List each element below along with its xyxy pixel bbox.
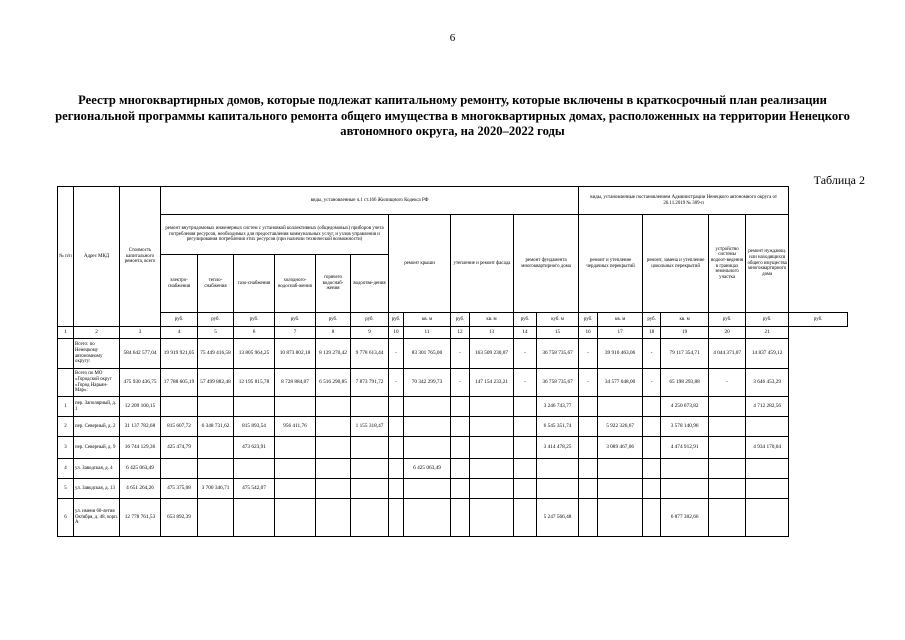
value-cell: - bbox=[643, 369, 661, 397]
value-cell bbox=[579, 417, 598, 437]
column-number: 6 bbox=[234, 327, 275, 339]
value-cell bbox=[389, 417, 404, 437]
value-cell bbox=[514, 397, 537, 417]
value-cell bbox=[709, 479, 746, 499]
unit-cell: куб. м bbox=[537, 313, 579, 327]
value-cell: 4 934 170,04 bbox=[746, 437, 789, 459]
value-cell bbox=[579, 397, 598, 417]
unit-cell: руб. bbox=[351, 313, 389, 327]
value-cell bbox=[389, 437, 404, 459]
value-cell: 4 044 371,07 bbox=[709, 339, 746, 369]
unit-cell: кв. м bbox=[470, 313, 514, 327]
value-cell: 36 758 735,67 bbox=[537, 339, 579, 369]
value-cell bbox=[643, 417, 661, 437]
header-facade: утепление и ремонт фасада bbox=[451, 215, 514, 313]
header-cold-water: холодного-водоснаб-жения bbox=[275, 255, 316, 313]
document-title: Реестр многоквартирных домов, которые подлежат капитальному ремонту, которые включены в краткосрочный план реализации региональной программы капитального ремонта общего имущества в многоквартирных домах, расположенных на территории Ненецкого автономного округа, на 2020–2022 годы bbox=[55, 93, 850, 138]
header-roof: ремонт крыши bbox=[389, 215, 451, 313]
value-cell bbox=[275, 499, 316, 537]
column-number: 17 bbox=[598, 327, 643, 339]
value-cell: 65 198 293,88 bbox=[661, 369, 709, 397]
unit-cell: кв. м bbox=[661, 313, 709, 327]
unit-cell: руб. bbox=[275, 313, 316, 327]
value-cell bbox=[598, 479, 643, 499]
table-label: Таблица 2 bbox=[813, 173, 865, 187]
value-cell: 9 778 613,44 bbox=[351, 339, 389, 369]
value-cell: 19 919 921,05 bbox=[161, 339, 198, 369]
value-cell bbox=[598, 397, 643, 417]
value-cell bbox=[470, 437, 514, 459]
value-cell: 12 778 761,53 bbox=[120, 499, 161, 537]
value-cell: 17 788 605,19 bbox=[161, 369, 198, 397]
row-number: 4 bbox=[58, 459, 74, 479]
value-cell bbox=[746, 499, 789, 537]
unit-cell: руб. bbox=[234, 313, 275, 327]
column-number: 14 bbox=[514, 327, 537, 339]
header-heat: тепло-снабжения bbox=[198, 255, 234, 313]
value-cell bbox=[275, 459, 316, 479]
table-row bbox=[58, 417, 848, 437]
value-cell: 6 545 351,74 bbox=[537, 417, 579, 437]
value-cell: 815 893,54 bbox=[234, 417, 275, 437]
value-cell bbox=[709, 459, 746, 479]
value-cell bbox=[275, 479, 316, 499]
value-cell: 6 877 302,66 bbox=[661, 499, 709, 537]
header-emergency: ремонт нуждающ. или находящихся общего имущества многоквартирного дома bbox=[746, 215, 789, 313]
header-group-rf: виды, установленные ч.1 ст.166 Жилищного Кодекса РФ bbox=[161, 187, 579, 215]
row-number bbox=[58, 369, 74, 397]
value-cell: 3 246 743,77 bbox=[537, 397, 579, 417]
column-number: 8 bbox=[316, 327, 351, 339]
value-cell bbox=[198, 499, 234, 537]
value-cell bbox=[470, 417, 514, 437]
value-cell bbox=[404, 417, 451, 437]
value-cell bbox=[598, 499, 643, 537]
header-basement: ремонт, замена и утепление цокольных перекрытий bbox=[643, 215, 709, 313]
table-row bbox=[58, 479, 848, 499]
header-drainage: водоотве-дения bbox=[351, 255, 389, 313]
row-number: 2 bbox=[58, 417, 74, 437]
page-number: 6 bbox=[449, 32, 456, 44]
value-cell bbox=[161, 397, 198, 417]
value-cell bbox=[746, 459, 789, 479]
value-cell: 5 247 566,48 bbox=[537, 499, 579, 537]
value-cell: - bbox=[451, 369, 470, 397]
value-cell bbox=[579, 437, 598, 459]
value-cell: 3 414 478,25 bbox=[537, 437, 579, 459]
value-cell: 4 474 912,91 bbox=[661, 437, 709, 459]
unit-cell: руб. bbox=[451, 313, 470, 327]
column-number: 19 bbox=[661, 327, 709, 339]
column-number: 9 bbox=[351, 327, 389, 339]
value-cell: 956 411,76 bbox=[275, 417, 316, 437]
value-cell: 6 425 063,49 bbox=[404, 459, 451, 479]
column-number-row bbox=[58, 327, 848, 339]
value-cell: 7 873 791,72 bbox=[351, 369, 389, 397]
value-cell bbox=[514, 459, 537, 479]
column-number: 3 bbox=[120, 327, 161, 339]
value-cell: 4 250 073,82 bbox=[661, 397, 709, 417]
value-cell: - bbox=[514, 369, 537, 397]
value-cell bbox=[470, 459, 514, 479]
value-cell bbox=[643, 437, 661, 459]
value-cell: 14 837 459,12 bbox=[746, 339, 789, 369]
row-address: пер. Заполярный, д. 1 bbox=[74, 397, 120, 417]
value-cell: 8 728 884,07 bbox=[275, 369, 316, 397]
row-address: пер. Северный, д. 9 bbox=[74, 437, 120, 459]
value-cell bbox=[579, 459, 598, 479]
value-cell bbox=[643, 479, 661, 499]
value-cell: 39 910 463,06 bbox=[598, 339, 643, 369]
value-cell bbox=[351, 479, 389, 499]
header-electro: электро-снабжения bbox=[161, 255, 198, 313]
value-cell bbox=[404, 479, 451, 499]
column-number: 10 bbox=[389, 327, 404, 339]
row-number: 1 bbox=[58, 397, 74, 417]
value-cell: - bbox=[389, 369, 404, 397]
value-cell bbox=[404, 397, 451, 417]
value-cell bbox=[661, 459, 709, 479]
table-row bbox=[58, 397, 848, 417]
value-cell: 34 577 048,00 bbox=[598, 369, 643, 397]
value-cell bbox=[234, 459, 275, 479]
value-cell: 8 139 270,42 bbox=[316, 339, 351, 369]
column-number: 16 bbox=[579, 327, 598, 339]
value-cell bbox=[389, 479, 404, 499]
value-cell: 70 342 299,73 bbox=[404, 369, 451, 397]
value-cell: 12 195 815,78 bbox=[234, 369, 275, 397]
table-row bbox=[58, 339, 848, 369]
value-cell bbox=[709, 417, 746, 437]
value-cell: 1 155 318,47 bbox=[351, 417, 389, 437]
value-cell bbox=[746, 479, 789, 499]
value-cell bbox=[514, 499, 537, 537]
value-cell: 163 509 230,07 bbox=[470, 339, 514, 369]
unit-cell: руб. bbox=[161, 313, 198, 327]
row-number: 3 bbox=[58, 437, 74, 459]
value-cell: 653 892,39 bbox=[161, 499, 198, 537]
value-cell bbox=[234, 499, 275, 537]
value-cell bbox=[746, 417, 789, 437]
value-cell bbox=[351, 437, 389, 459]
register-table bbox=[57, 186, 848, 537]
value-cell: 3 646 453,29 bbox=[746, 369, 789, 397]
value-cell bbox=[316, 417, 351, 437]
unit-cell: руб. bbox=[709, 313, 746, 327]
value-cell: 475 542,07 bbox=[234, 479, 275, 499]
value-cell bbox=[275, 437, 316, 459]
value-cell: - bbox=[579, 369, 598, 397]
value-cell: 57 499 882,48 bbox=[198, 369, 234, 397]
column-number: 20 bbox=[709, 327, 746, 339]
value-cell: - bbox=[579, 339, 598, 369]
value-cell bbox=[316, 499, 351, 537]
column-number: 11 bbox=[404, 327, 451, 339]
column-number: 18 bbox=[643, 327, 661, 339]
unit-cell: руб. bbox=[746, 313, 789, 327]
value-cell: - bbox=[709, 369, 746, 397]
value-cell: 475 375,08 bbox=[161, 479, 198, 499]
value-cell bbox=[275, 397, 316, 417]
row-address: пер. Северный, д. 2 bbox=[74, 417, 120, 437]
header-drainage-system: устройство системы водоот-ведения в границах земельного участка bbox=[709, 215, 746, 313]
header-hot-water: горячего водоснаб-жения bbox=[316, 255, 351, 313]
row-address: ул. Заводская, д. 4 bbox=[74, 459, 120, 479]
header-no: № п/п bbox=[58, 187, 74, 327]
value-cell bbox=[661, 479, 709, 499]
value-cell: 6 516 290,85 bbox=[316, 369, 351, 397]
header-floors: ремонт и утепление чердачных перекрытий bbox=[579, 215, 643, 313]
value-cell bbox=[514, 417, 537, 437]
value-cell: 79 117 354,71 bbox=[661, 339, 709, 369]
unit-cell: руб. bbox=[316, 313, 351, 327]
row-address: ул. Заводская, д. 13 bbox=[74, 479, 120, 499]
value-cell: - bbox=[514, 339, 537, 369]
column-number: 21 bbox=[746, 327, 789, 339]
value-cell bbox=[537, 459, 579, 479]
value-cell bbox=[643, 499, 661, 537]
table-row bbox=[58, 499, 848, 537]
row-address: ул. имени 60-летия Октября, д. 48, корп. А bbox=[74, 499, 120, 537]
value-cell bbox=[316, 437, 351, 459]
value-cell bbox=[316, 479, 351, 499]
value-cell: 584 642 577,04 bbox=[120, 339, 161, 369]
value-cell: 3 700 346,71 bbox=[198, 479, 234, 499]
column-number: 7 bbox=[275, 327, 316, 339]
value-cell bbox=[470, 397, 514, 417]
column-number: 5 bbox=[198, 327, 234, 339]
value-cell: 75 449 416,58 bbox=[198, 339, 234, 369]
value-cell bbox=[514, 437, 537, 459]
value-cell: 4 651 264,26 bbox=[120, 479, 161, 499]
value-cell bbox=[537, 479, 579, 499]
column-number: 12 bbox=[451, 327, 470, 339]
table-row bbox=[58, 437, 848, 459]
unit-cell: руб. bbox=[198, 313, 234, 327]
value-cell: 3 578 140,96 bbox=[661, 417, 709, 437]
table-row bbox=[58, 369, 848, 397]
value-cell bbox=[389, 459, 404, 479]
header-group-admin: виды, установленные постановлением Администрации Ненецкого автономного округа от 26.11.2019 № 309-п bbox=[579, 187, 789, 215]
row-number: 6 bbox=[58, 499, 74, 537]
value-cell: 473 623,91 bbox=[234, 437, 275, 459]
value-cell bbox=[198, 397, 234, 417]
value-cell bbox=[234, 397, 275, 417]
unit-cell: руб. bbox=[643, 313, 661, 327]
value-cell: 815 607,72 bbox=[161, 417, 198, 437]
value-cell bbox=[316, 397, 351, 417]
row-number bbox=[58, 339, 74, 369]
value-cell: 16 744 129,36 bbox=[120, 437, 161, 459]
value-cell bbox=[316, 459, 351, 479]
value-cell bbox=[579, 479, 598, 499]
header-address: Адрес МКД bbox=[74, 187, 120, 327]
value-cell bbox=[451, 417, 470, 437]
value-cell: - bbox=[451, 339, 470, 369]
unit-cell: руб. bbox=[514, 313, 537, 327]
value-cell bbox=[451, 437, 470, 459]
unit-cell: руб. bbox=[789, 313, 848, 327]
table-row bbox=[58, 459, 848, 479]
header-gas: газо-снабжения bbox=[234, 255, 275, 313]
value-cell bbox=[198, 437, 234, 459]
value-cell: 3 089 467,06 bbox=[598, 437, 643, 459]
value-cell bbox=[598, 459, 643, 479]
value-cell bbox=[389, 397, 404, 417]
value-cell: 6 348 731,62 bbox=[198, 417, 234, 437]
value-cell bbox=[579, 499, 598, 537]
unit-cell: кв. м bbox=[404, 313, 451, 327]
value-cell bbox=[451, 479, 470, 499]
value-cell: 31 137 782,68 bbox=[120, 417, 161, 437]
value-cell: 6 425 063,49 bbox=[120, 459, 161, 479]
value-cell bbox=[389, 499, 404, 537]
value-cell bbox=[451, 397, 470, 417]
value-cell bbox=[470, 499, 514, 537]
column-number: 15 bbox=[537, 327, 579, 339]
row-number: 5 bbox=[58, 479, 74, 499]
value-cell: 83 301 765,00 bbox=[404, 339, 451, 369]
value-cell: 4 712 282,56 bbox=[746, 397, 789, 417]
value-cell bbox=[451, 499, 470, 537]
value-cell bbox=[451, 459, 470, 479]
value-cell bbox=[709, 499, 746, 537]
value-cell bbox=[709, 397, 746, 417]
value-cell bbox=[404, 499, 451, 537]
row-address: Всего: по Ненецкому автономному округу: bbox=[74, 339, 120, 369]
header-subgroup-systems: ремонт внутридомовых инженерных систем с установкой коллективных (общедомовых) приборов учета потребления ресурсов, необходимых для предоставления коммунальных услуг, и узлов управления и регулирования потребления этих ресурсов (при наличии технической возможности) bbox=[161, 215, 389, 255]
value-cell: - bbox=[389, 339, 404, 369]
value-cell bbox=[470, 479, 514, 499]
unit-cell: руб. bbox=[389, 313, 404, 327]
value-cell bbox=[351, 397, 389, 417]
value-cell: - bbox=[643, 339, 661, 369]
units-row bbox=[58, 313, 848, 327]
column-number: 1 bbox=[58, 327, 74, 339]
value-cell: 36 758 735,67 bbox=[537, 369, 579, 397]
value-cell bbox=[404, 437, 451, 459]
value-cell bbox=[709, 437, 746, 459]
value-cell bbox=[643, 397, 661, 417]
value-cell: 5 922 326,67 bbox=[598, 417, 643, 437]
row-address: Всего по МО «Городской округ «Город Нарьян-Мар»: bbox=[74, 369, 120, 397]
column-number: 4 bbox=[161, 327, 198, 339]
value-cell bbox=[514, 479, 537, 499]
value-cell: 10 873 802,18 bbox=[275, 339, 316, 369]
unit-cell: руб. bbox=[579, 313, 598, 327]
header-cost-total: Стоимость капитального ремонта, всего bbox=[120, 187, 161, 327]
value-cell: 475 930 436,75 bbox=[120, 369, 161, 397]
value-cell: 147 154 233,21 bbox=[470, 369, 514, 397]
value-cell bbox=[198, 459, 234, 479]
value-cell bbox=[351, 499, 389, 537]
table-body bbox=[58, 339, 848, 537]
value-cell: 13 805 964,25 bbox=[234, 339, 275, 369]
table-header bbox=[58, 187, 848, 327]
column-number: 2 bbox=[74, 327, 120, 339]
column-numbers bbox=[58, 327, 848, 339]
value-cell: 425 474,79 bbox=[161, 437, 198, 459]
value-cell bbox=[643, 459, 661, 479]
unit-cell: кв. м bbox=[598, 313, 643, 327]
value-cell bbox=[351, 459, 389, 479]
column-number: 13 bbox=[470, 327, 514, 339]
header-foundation: ремонт фундамента многоквартирного дома bbox=[514, 215, 579, 313]
value-cell: 12 209 100,15 bbox=[120, 397, 161, 417]
value-cell bbox=[161, 459, 198, 479]
